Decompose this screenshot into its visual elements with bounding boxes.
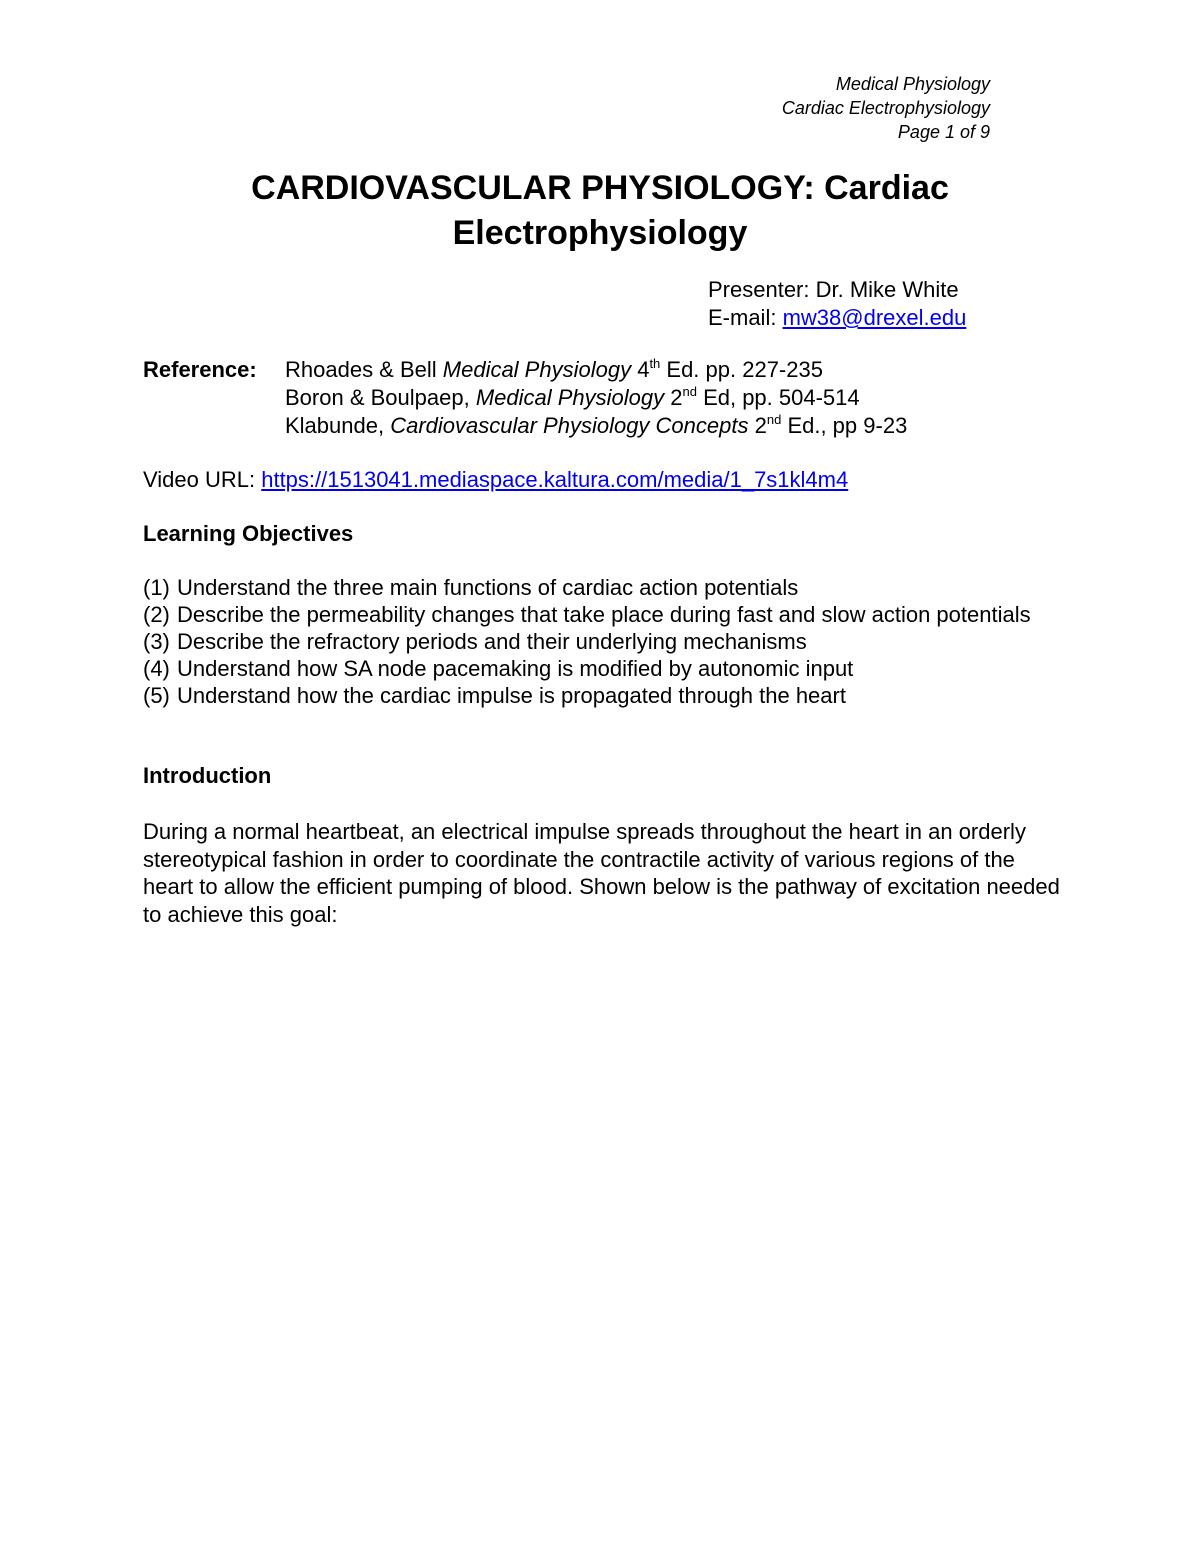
- header-topic: Cardiac Electrophysiology: [781, 98, 990, 118]
- reference-book-title: Cardiovascular Physiology Concepts: [390, 413, 749, 438]
- title-line-1: CARDIOVASCULAR PHYSIOLOGY: Cardiac: [251, 169, 949, 207]
- list-item-text: Understand the three main functions of cardiac action potentials: [177, 575, 799, 600]
- list-item: [143, 655, 1043, 682]
- list-item-number: (5): [143, 683, 170, 708]
- video-url-line: [143, 466, 848, 494]
- header-course: Medical Physiology: [835, 74, 990, 94]
- reference-edition: 2: [664, 385, 683, 410]
- reference-book-title: Medical Physiology: [442, 357, 632, 382]
- reference-label: Reference:: [143, 357, 257, 382]
- reference-edition: 2: [748, 413, 767, 438]
- title-line-2: Electrophysiology: [452, 214, 748, 252]
- list-item: [143, 574, 1043, 601]
- learning-objectives-list: [143, 574, 1043, 709]
- list-item: [143, 682, 1043, 709]
- reference-edition-suffix: th: [649, 356, 661, 371]
- reference-item: [285, 356, 985, 384]
- document-title: [200, 166, 1000, 256]
- header-page-number: Page 1 of 9: [897, 122, 990, 142]
- reference-item: [285, 412, 985, 440]
- list-item-text: Understand how the cardiac impulse is propagated through the heart: [177, 683, 846, 708]
- email-label: E-mail:: [708, 305, 783, 330]
- introduction-paragraph: During a normal heartbeat, an electrical impulse spreads throughout the heart in an orderly stereotypical fashion in order to coordinate the contractile activity of various regions of the heart to allow the efficient pumping of blood. Shown below is the pathway of excitation needed to achieve this goal:: [143, 819, 1060, 927]
- reference-authors: Rhoades & Bell: [285, 357, 443, 382]
- reference-pages: Ed., pp 9-23: [781, 413, 908, 438]
- list-item-number: (1): [143, 575, 170, 600]
- list-item-number: (2): [143, 602, 170, 627]
- reference-edition-suffix: nd: [766, 412, 782, 427]
- learning-objectives-heading: Learning Objectives: [143, 521, 354, 546]
- running-header: [782, 72, 990, 144]
- list-item-number: (4): [143, 656, 170, 681]
- reference-pages: Ed. pp. 227-235: [660, 357, 823, 382]
- reference-authors: Boron & Boulpaep,: [285, 385, 476, 410]
- reference-edition-suffix: nd: [682, 384, 697, 399]
- reference-edition: 4: [631, 357, 650, 382]
- presenter-block: [708, 276, 966, 332]
- list-item-text: Understand how SA node pacemaking is modified by autonomic input: [177, 656, 854, 681]
- list-item-text: Describe the refractory periods and their underlying mechanisms: [177, 629, 807, 654]
- video-url-label: Video URL:: [143, 467, 262, 492]
- reference-authors: Klabunde,: [285, 413, 391, 438]
- presenter-email-line: [708, 304, 966, 332]
- introduction-heading: Introduction: [143, 763, 272, 788]
- list-item-number: (3): [143, 629, 170, 654]
- reference-list: [285, 356, 985, 440]
- list-item-text: Describe the permeability changes that take place during fast and slow action potentials: [177, 602, 1031, 627]
- reference-book-title: Medical Physiology: [475, 385, 665, 410]
- reference-pages: Ed, pp. 504-514: [696, 385, 860, 410]
- list-item: [143, 601, 1043, 628]
- video-url-link[interactable]: https://1513041.mediaspace.kaltura.com/media/1_7s1kl4m4: [261, 467, 849, 492]
- list-item: [143, 628, 1043, 655]
- email-link[interactable]: mw38@drexel.edu: [782, 305, 967, 330]
- reference-item: [285, 384, 985, 412]
- presenter-name: Presenter: Dr. Mike White: [708, 277, 959, 302]
